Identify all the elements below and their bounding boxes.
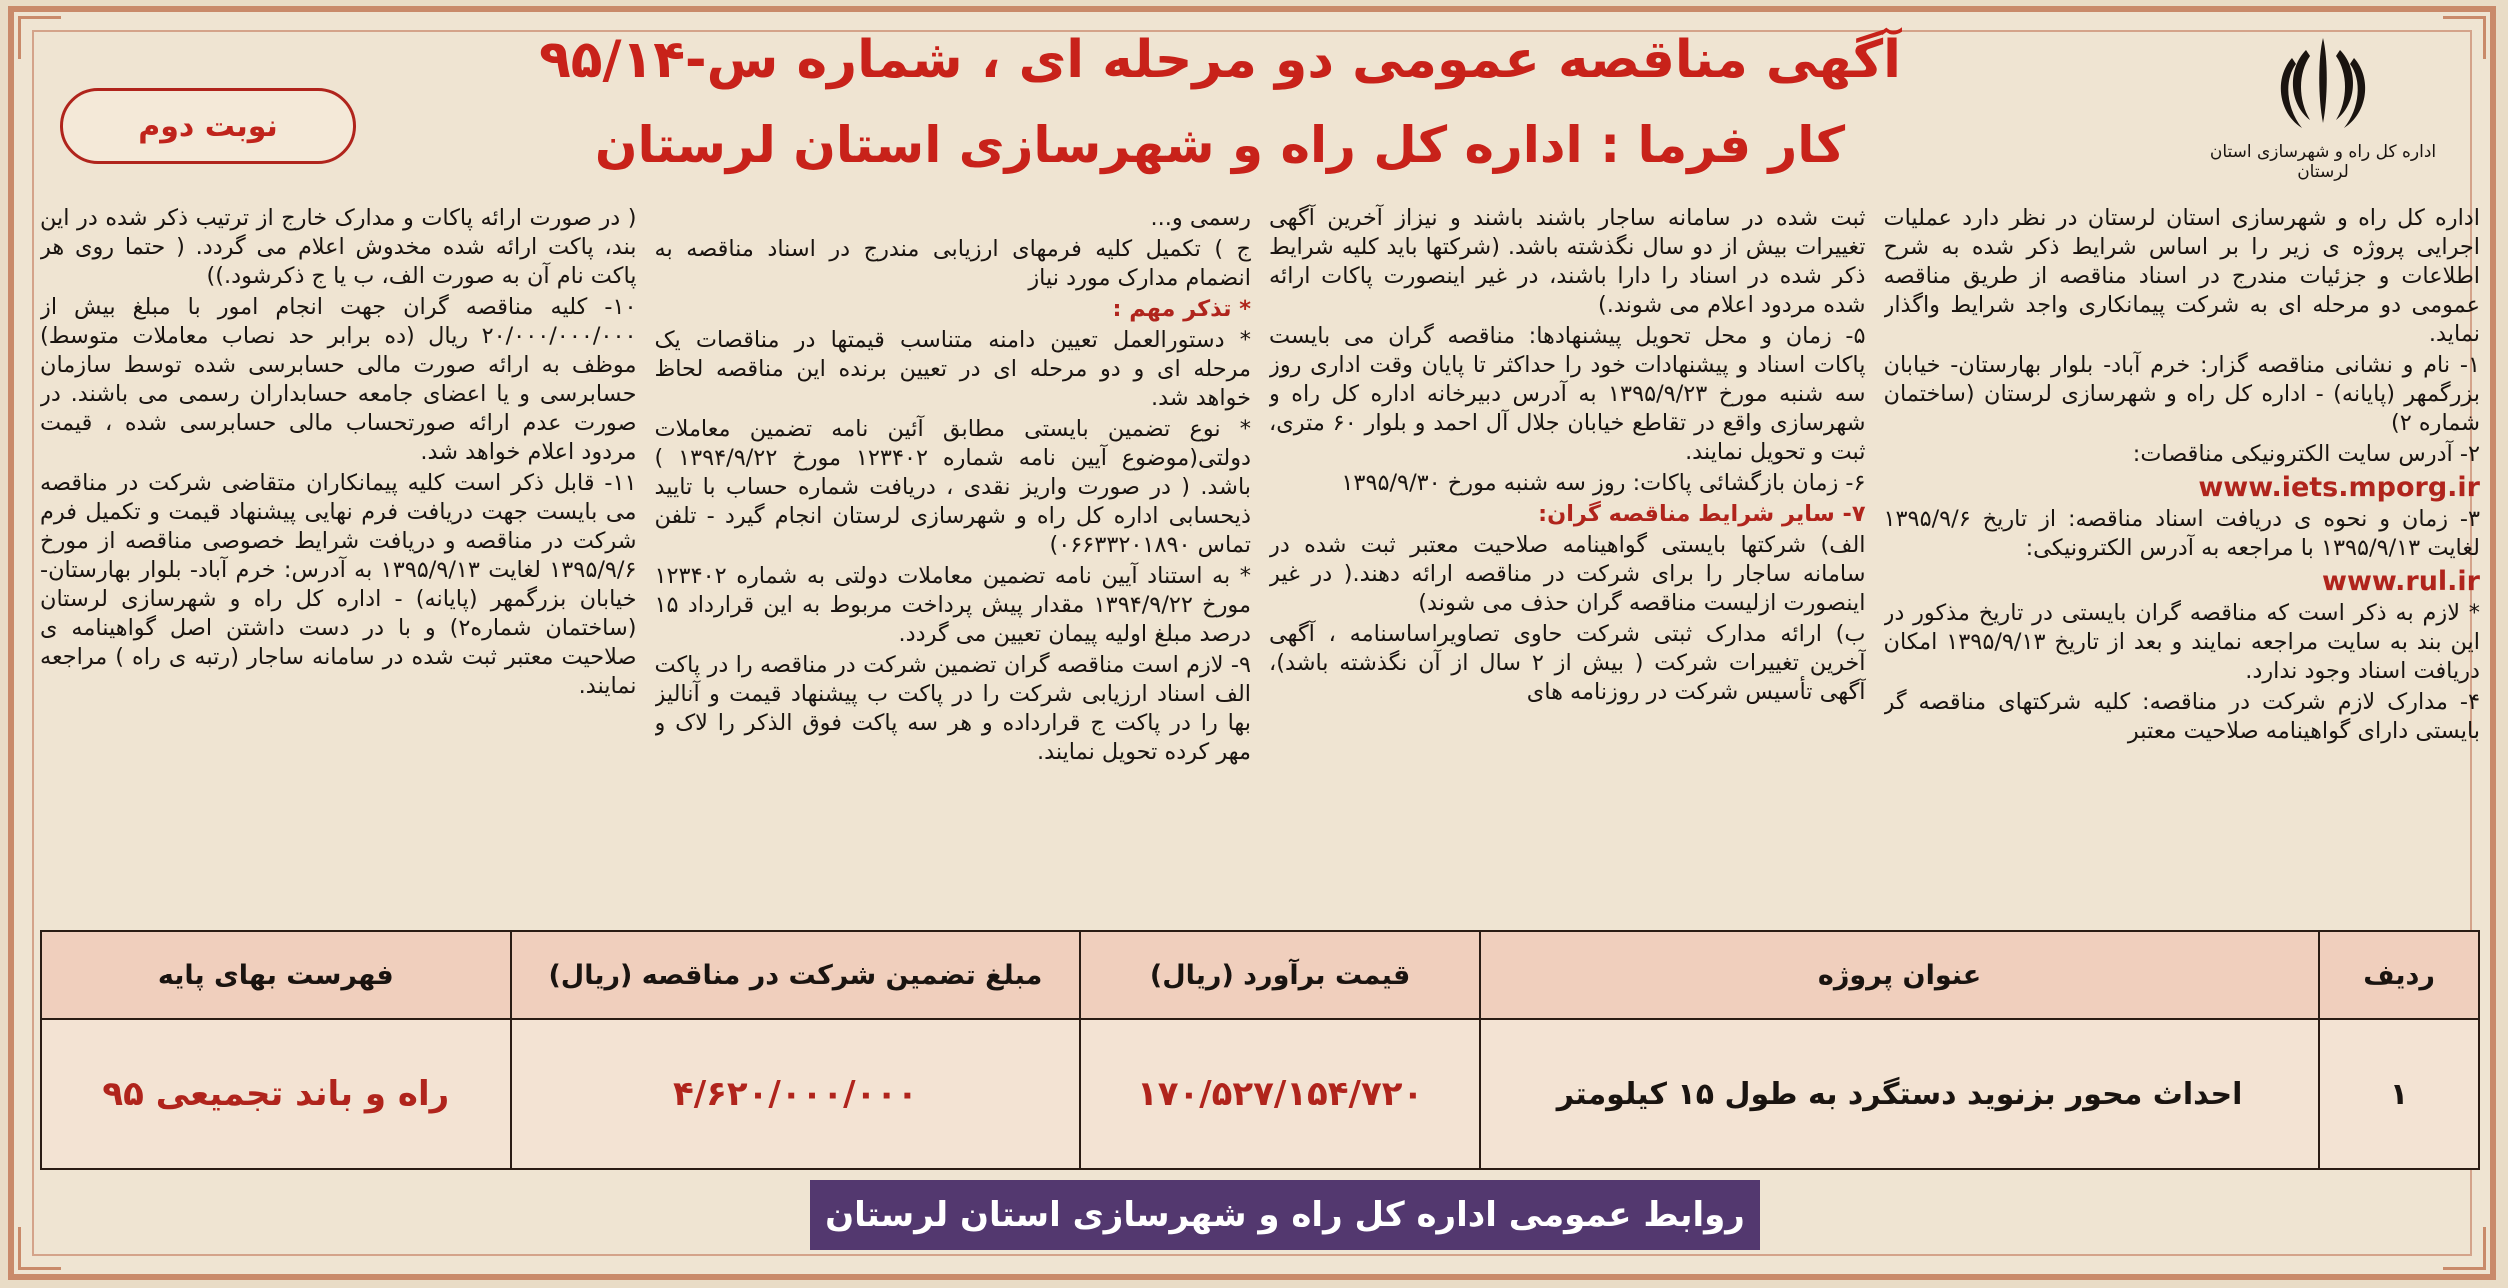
emblem-icon <box>2268 28 2378 138</box>
paragraph: الف) شرکتها بایستی گواهینامه صلاحیت معتبر ثبت شده در سامانه ساجار را برای شرکت در مناقصه ارائه دهند.( در غیر اینصورت ازلیست مناقصه گران حذف می شوند) <box>1269 532 1866 616</box>
cell-guarantee: ۴/۶۲۰/۰۰۰/۰۰۰ <box>511 1019 1081 1169</box>
table-header-row <box>41 931 2479 1019</box>
paragraph: * به استناد آیین نامه تضمین معاملات دولتی به شماره ۱۲۳۴۰۲ مورخ ۱۳۹۴/۹/۲۲ مقدار پیش پرداخت مربوط به این قرارداد ۱۵ درصد مبلغ اولیه پیمان تعیین می گردد. <box>654 563 1251 647</box>
paragraph: ۲- آدرس سایت الکترونیکی مناقصات: <box>2132 441 2480 467</box>
website-link: www.iets.mporg.ir <box>2198 472 2480 503</box>
header-row-number: ردیف <box>2319 931 2479 1019</box>
header-price-list: فهرست بهای پایه <box>41 931 511 1019</box>
iran-emblem <box>2198 28 2448 182</box>
header-estimate: قیمت برآورد (ریال) <box>1080 931 1480 1019</box>
body-columns <box>40 204 2480 924</box>
paragraph: ۶- زمان بازگشائی پاکات: روز سه شنبه مورخ ۱۳۹۵/۹/۳۰ <box>1341 470 1866 496</box>
paragraph: * نوع تضمین بایستی مطابق آئین نامه تضمین معاملات دولتی(موضوع آیین نامه شماره ۱۲۳۴۰۲ مورخ ۱۳۹۴/۹/۲۲ ) باشد. ( در صورت واریز نقدی ، دریافت شماره حساب با تایید ذیحسابی اداره کل راه و شهرسازی لرستان انجام گیرد - تلفن تماس ۰۶۶۳۳۲۰۱۸۹۰) <box>654 416 1251 558</box>
paragraph: ۵- زمان و محل تحویل پیشنهادها: مناقصه گران می بایست پاکات اسناد و پیشنهادات خود را حداکثر تا پایان وقت اداری روز سه شنبه مورخ ۱۳۹۵/۹/۲۳ به آدرس دبیرخانه اداره کل راه و شهرسازی واقع در تقاطع خیابان جلال آل احمد و بلوار ۶۰ متری، ثبت و تحویل نمایند. <box>1269 323 1866 465</box>
paragraph: ۱۱- قابل ذکر است کلیه پیمانکاران متقاضی شرکت در مناقصه می بایست جهت دریافت فرم نهایی پیشنهاد قیمت و تکمیل فرم شرکت در مناقصه و دریافت شرایط خصوصی مناقصه از مورخ ۱۳۹۵/۹/۶ لغایت ۱۳۹۵/۹/۱۳ به آدرس: خرم آباد- بلوار بهارستان- خیابان بزرگمهر (پایانه) - اداره کل راه و شهرسازی لرستان (ساختمان شماره۲) و با در دست داشتن اصل گواهینامه ی صلاحیت معتبر ثبت شده در سامانه ساجار (رتبه ی راه ) مراجعه نمایند. <box>40 470 637 699</box>
corner-ornament <box>2443 1227 2486 1270</box>
paragraph: اداره کل راه و شهرسازی استان لرستان در نظر دارد عملیات اجرایی پروژه ی زیر را بر اساس شرایط ذکر شده به شرح اطلاعات و جزئیات مندرج در اسناد مناقصه از طریق مناقصه عمومی دو مرحله ای به شرکت پیمانکاری واجد شرایط واگذار نماید. <box>1883 205 2480 347</box>
round-badge: نوبت دوم <box>60 88 356 164</box>
corner-ornament <box>18 16 61 59</box>
column-4 <box>40 204 637 924</box>
column-1 <box>1884 204 2481 924</box>
corner-ornament <box>18 1227 61 1270</box>
header-project-title: عنوان پروژه <box>1480 931 2319 1019</box>
paragraph: ۴- مدارک لازم شرکت در مناقصه: کلیه شرکتهای مناقصه گر بایستی دارای گواهینامه صلاحیت معتبر <box>1883 689 2480 744</box>
column-3 <box>655 204 1252 924</box>
cell-price-list: راه و باند تجمیعی ۹۵ <box>41 1019 511 1169</box>
paragraph: ۱- نام و نشانی مناقصه گزار: خرم آباد- بلوار بهارستان- خیابان بزرگمهر (پایانه) - اداره کل راه و شهرسازی لرستان (ساختمان شماره ۲) <box>1883 352 2480 436</box>
paragraph: رسمی و... <box>1150 205 1251 231</box>
paragraph: * دستورالعمل تعیین دامنه متناسب قیمتها در مناقصات یک مرحله ای و دو مرحله ای در تعیین برنده این مناقصه لحاظ خواهد شد. <box>654 327 1251 411</box>
page-subtitle: کار فرما : اداره کل راه و شهرسازی استان لرستان <box>594 116 1846 174</box>
paragraph: ب) ارائه مدارک ثبتی شرکت حاوی تصاویراساسنامه ، آگهی آخرین تغییرات شرکت ( بیش از ۲ سال از آن نگذشته باشد)، آگهی تأسیس شرکت در روزنامه های <box>1269 621 1866 705</box>
paragraph: ۳- زمان و نحوه ی دریافت اسناد مناقصه: از تاریخ ۱۳۹۵/۹/۶ لغایت ۱۳۹۵/۹/۱۳ با مراجعه به آدرس الکترونیکی: <box>1883 506 2480 561</box>
paragraph: ( در صورت ارائه پاکات و مدارک خارج از ترتیب ذکر شده در این بند، پاکت ارائه شده مخدوش اعلام می گردد. ( حتما روی هر پاکت نام آن به صورت الف، ب یا ج ذکرشود.)) <box>40 205 637 289</box>
project-table <box>40 930 2480 1170</box>
corner-ornament <box>2443 16 2486 59</box>
emblem-caption: اداره کل راه و شهرسازی استان لرستان <box>2209 142 2437 182</box>
cell-project-title: احداث محور بزنوید دستگرد به طول ۱۵ کیلومتر <box>1480 1019 2319 1169</box>
paragraph: ثبت شده در سامانه ساجار باشند باشند و نیزاز آخرین آگهی تغییرات بیش از دو سال نگذشته باشد. (شرکتها باید کلیه شرایط ذکر شده در اسناد را دارا باشند، در غیر اینصورت پاکات ارائه شده مردود اعلام می شوند.) <box>1269 205 1866 318</box>
paragraph: * لازم به ذکر است که مناقصه گران بایستی در تاریخ مذکور در این بند به سایت مراجعه نمایند و بعد از تاریخ ۱۳۹۵/۹/۱۳ امکان دریافت اسناد وجود ندارد. <box>1883 600 2480 684</box>
column-2 <box>1269 204 1866 924</box>
cell-estimate: ۱۷۰/۵۲۷/۱۵۴/۷۲۰ <box>1080 1019 1480 1169</box>
page-title: آگهی مناقصه عمومی دو مرحله ای ، شماره س-۹۵/۱۴ <box>539 30 1901 90</box>
notice-heading: * تذکر مهم : <box>1112 296 1251 322</box>
website-link: www.rul.ir <box>2322 566 2480 597</box>
header-guarantee: مبلغ تضمین شرکت در مناقصه (ریال) <box>511 931 1081 1019</box>
paragraph: ۹- لازم است مناقصه گران تضمین شرکت در مناقصه را در پاکت الف اسناد ارزیابی شرکت را در پاکت ب پیشنهاد قیمت و آنالیز بها را در پاکت ج قرارداده و هر سه پاکت فوق الذکر را لاک و مهر کرده تحویل نمایند. <box>654 652 1251 765</box>
paragraph: ۱۰- کلیه مناقصه گران جهت انجام امور با مبلغ بیش از ۲۰/۰۰۰/۰۰۰/۰۰۰ ریال (ده برابر حد نصاب معاملات متوسط) موظف به ارائه صورت مالی حسابرسی شده توسط سازمان حسابرسی و یا اعضای جامعه حسابداران رسمی می باشند. در صورت عدم ارائه صورتحساب مالی حسابرسی شده ، قیمت مردود اعلام خواهد شد. <box>40 294 637 465</box>
cell-row-number: ۱ <box>2319 1019 2479 1169</box>
table-row <box>41 1019 2479 1169</box>
section-heading: ۷- سایر شرایط مناقصه گران: <box>1538 501 1866 527</box>
paragraph: ج ) تکمیل کلیه فرمهای ارزیابی مندرج در اسناد مناقصه به انضمام مدارک مورد نیاز <box>654 236 1251 291</box>
footer-banner: روابط عمومی اداره کل راه و شهرسازی استان لرستان <box>810 1180 1760 1250</box>
